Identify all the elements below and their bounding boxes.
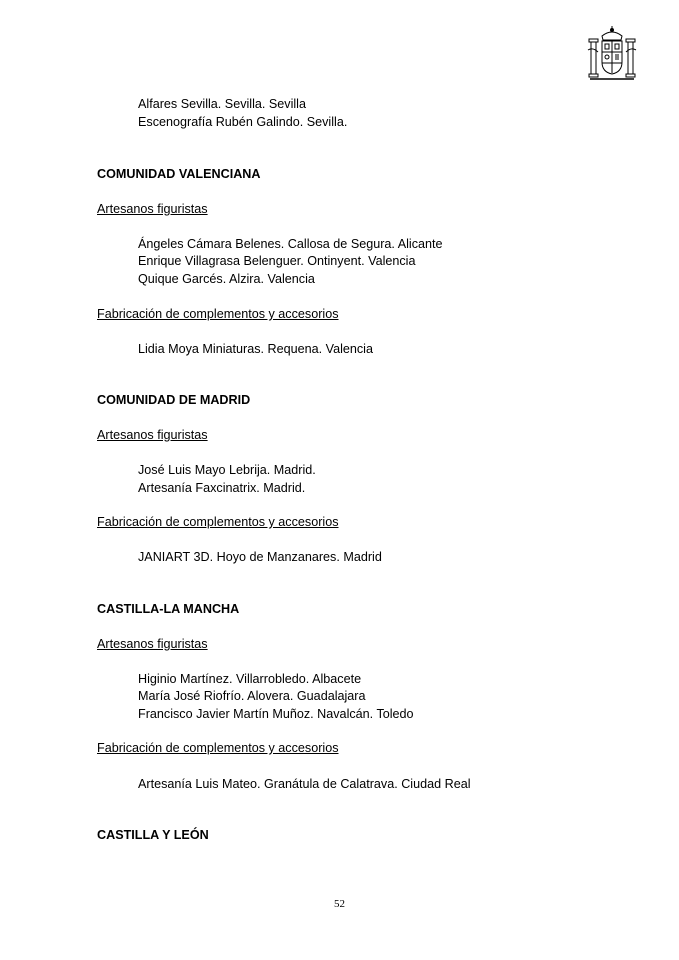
list-item: María José Riofrío. Alovera. Guadalajara: [138, 689, 366, 703]
page-number: 52: [334, 898, 345, 910]
subsection-label: Fabricación de complementos y accesorios: [97, 741, 339, 755]
list-item: JANIART 3D. Hoyo de Manzanares. Madrid: [138, 550, 382, 564]
list-item: Alfares Sevilla. Sevilla. Sevilla: [138, 97, 306, 111]
list-item: Ángeles Cámara Belenes. Callosa de Segura. Alicante: [138, 237, 443, 251]
subsection-label: Artesanos figuristas: [97, 202, 208, 216]
subsection-label: Fabricación de complementos y accesorios: [97, 307, 339, 321]
section-heading: CASTILLA-LA MANCHA: [97, 602, 240, 616]
list-item: Artesanía Luis Mateo. Granátula de Calatrava. Ciudad Real: [138, 777, 471, 791]
section-heading: COMUNIDAD VALENCIANA: [97, 167, 261, 181]
section-heading: COMUNIDAD DE MADRID: [97, 393, 251, 407]
list-item: Higinio Martínez. Villarrobledo. Albacete: [138, 672, 362, 686]
subsection-label: Artesanos figuristas: [97, 428, 208, 442]
list-item: Francisco Javier Martín Muñoz. Navalcán. Toledo: [138, 707, 414, 721]
section-heading: CASTILLA Y LEÓN: [97, 828, 209, 842]
list-item: Enrique Villagrasa Belenguer. Ontinyent. Valencia: [138, 254, 416, 268]
list-item: Artesanía Faxcinatrix. Madrid.: [138, 481, 306, 495]
list-item: José Luis Mayo Lebrija. Madrid.: [138, 463, 316, 477]
list-item: Escenografía Rubén Galindo. Sevilla.: [138, 115, 348, 129]
list-item: Quique Garcés. Alzira. Valencia: [138, 272, 315, 286]
subsection-label: Artesanos figuristas: [97, 637, 208, 651]
subsection-label: Fabricación de complementos y accesorios: [97, 515, 339, 529]
spain-coat-of-arms-icon: [585, 26, 639, 82]
list-item: Lidia Moya Miniaturas. Requena. Valencia: [138, 342, 373, 356]
